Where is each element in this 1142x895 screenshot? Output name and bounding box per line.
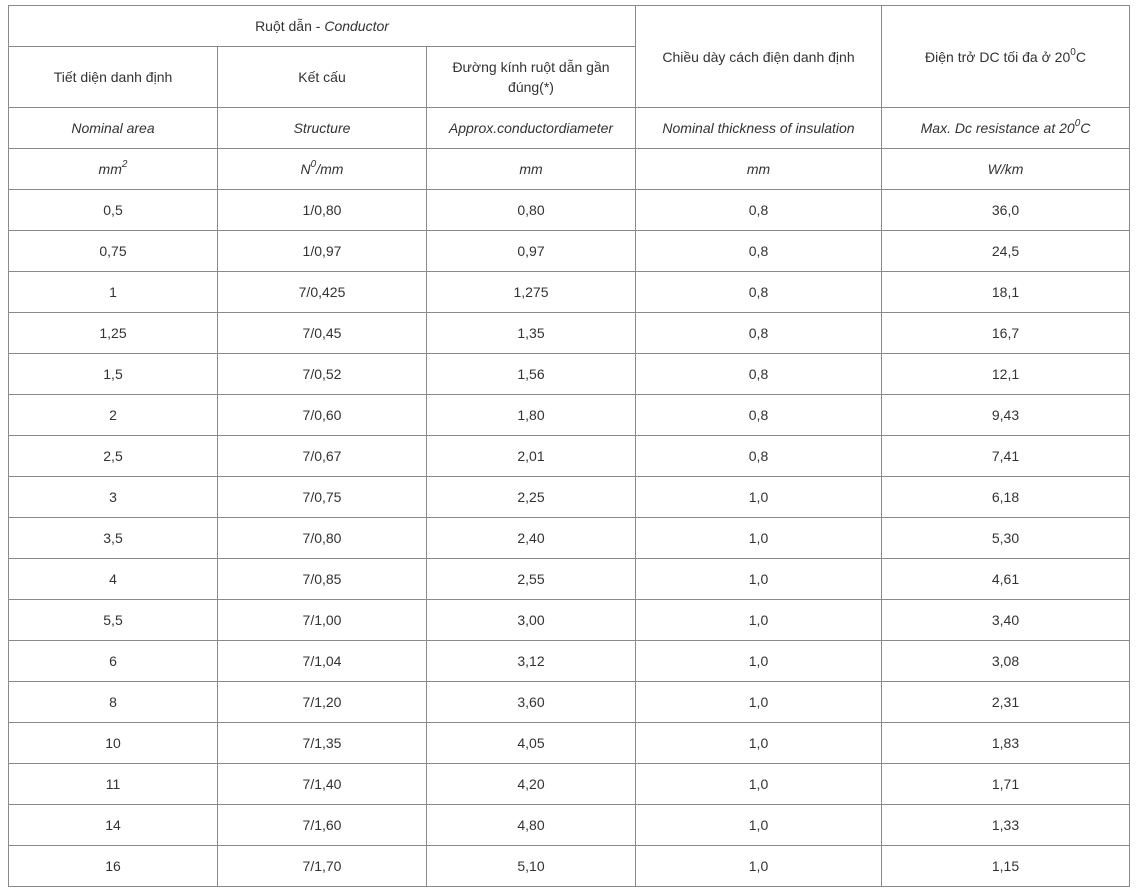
table-row [9, 272, 1130, 313]
table-row [9, 641, 1130, 682]
cell-resistance: 18,1 [882, 272, 1130, 313]
cell-diameter: 4,05 [427, 723, 636, 764]
cell-resistance: 2,31 [882, 682, 1130, 723]
cell-insulation: 1,0 [636, 600, 882, 641]
cell-area: 3,5 [9, 518, 218, 559]
table-row [9, 477, 1130, 518]
conductor-group-en: Conductor [324, 18, 389, 34]
structure-unit [218, 149, 427, 190]
cell-insulation: 1,0 [636, 682, 882, 723]
table-row [9, 682, 1130, 723]
structure-unit-sup: 0 [310, 159, 317, 171]
cell-resistance: 1,71 [882, 764, 1130, 805]
table-row [9, 805, 1130, 846]
cell-area: 16 [9, 846, 218, 887]
cell-diameter: 1,35 [427, 313, 636, 354]
cell-resistance: 1,15 [882, 846, 1130, 887]
area-header-vi: Tiết diện danh định [9, 47, 218, 108]
cell-area: 3 [9, 477, 218, 518]
cell-diameter: 2,01 [427, 436, 636, 477]
cell-resistance: 5,30 [882, 518, 1130, 559]
cell-area: 4 [9, 559, 218, 600]
cell-area: 10 [9, 723, 218, 764]
cell-structure: 7/1,20 [218, 682, 427, 723]
cell-resistance: 3,40 [882, 600, 1130, 641]
conductor-spec-table [8, 5, 1130, 887]
cell-diameter: 0,97 [427, 231, 636, 272]
cell-resistance: 6,18 [882, 477, 1130, 518]
cell-area: 1 [9, 272, 218, 313]
cell-area: 14 [9, 805, 218, 846]
cell-area: 6 [9, 641, 218, 682]
cell-area: 1,5 [9, 354, 218, 395]
table-row [9, 600, 1130, 641]
dc-resistance-suffix: C [1075, 48, 1086, 65]
cell-structure: 7/0,52 [218, 354, 427, 395]
conductor-group-header [9, 6, 636, 47]
cell-structure: 7/1,04 [218, 641, 427, 682]
insulation-header-en: Nominal thickness of insulation [636, 108, 882, 149]
table-row [9, 313, 1130, 354]
cell-insulation: 0,8 [636, 436, 882, 477]
cell-area: 0,5 [9, 190, 218, 231]
cell-structure: 7/1,70 [218, 846, 427, 887]
cell-area: 2 [9, 395, 218, 436]
cell-insulation: 1,0 [636, 518, 882, 559]
dc-resistance-sup: 0 [1070, 46, 1076, 58]
cell-structure: 7/1,35 [218, 723, 427, 764]
cell-diameter: 2,55 [427, 559, 636, 600]
area-unit [9, 149, 218, 190]
table-row [9, 190, 1130, 231]
cell-resistance: 4,61 [882, 559, 1130, 600]
cell-insulation: 0,8 [636, 354, 882, 395]
cell-resistance: 24,5 [882, 231, 1130, 272]
cell-insulation: 1,0 [636, 764, 882, 805]
dc-resistance-text: Điện trở DC tối đa ở 20 [925, 48, 1071, 65]
cell-structure: 7/0,67 [218, 436, 427, 477]
resistance-en-suffix: C [1080, 120, 1091, 136]
cell-diameter: 3,60 [427, 682, 636, 723]
cell-insulation: 1,0 [636, 846, 882, 887]
table-row [9, 723, 1130, 764]
cell-diameter: 2,40 [427, 518, 636, 559]
diameter-header-en: Approx.conductordiameter [427, 108, 636, 149]
cell-structure: 7/1,40 [218, 764, 427, 805]
cell-area: 5,5 [9, 600, 218, 641]
cell-insulation: 1,0 [636, 723, 882, 764]
resistance-en-text: Max. Dc resistance at 20 [920, 120, 1075, 136]
cell-insulation: 0,8 [636, 313, 882, 354]
cell-diameter: 1,275 [427, 272, 636, 313]
table-row [9, 846, 1130, 887]
cell-diameter: 2,25 [427, 477, 636, 518]
cell-resistance: 12,1 [882, 354, 1130, 395]
cell-diameter: 5,10 [427, 846, 636, 887]
cell-insulation: 1,0 [636, 641, 882, 682]
cell-structure: 1/0,80 [218, 190, 427, 231]
cell-insulation: 1,0 [636, 805, 882, 846]
area-unit-sup: 2 [121, 159, 128, 171]
cell-diameter: 0,80 [427, 190, 636, 231]
cell-resistance: 9,43 [882, 395, 1130, 436]
cell-insulation: 0,8 [636, 272, 882, 313]
insulation-unit: mm [636, 149, 882, 190]
cell-resistance: 7,41 [882, 436, 1130, 477]
cell-structure: 7/0,425 [218, 272, 427, 313]
cell-resistance: 36,0 [882, 190, 1130, 231]
cell-resistance: 1,33 [882, 805, 1130, 846]
table-row [9, 436, 1130, 477]
table-row [9, 764, 1130, 805]
cell-diameter: 3,00 [427, 600, 636, 641]
cell-diameter: 1,56 [427, 354, 636, 395]
conductor-group-vi: Ruột dẫn - [255, 18, 325, 34]
cell-resistance: 16,7 [882, 313, 1130, 354]
cell-area: 0,75 [9, 231, 218, 272]
structure-header-vi: Kết cấu [218, 47, 427, 108]
cell-structure: 7/0,60 [218, 395, 427, 436]
table-row [9, 518, 1130, 559]
resistance-en-sup: 0 [1074, 118, 1081, 130]
header-row-english [9, 108, 1130, 149]
cell-diameter: 1,80 [427, 395, 636, 436]
cell-area: 1,25 [9, 313, 218, 354]
cell-structure: 7/0,75 [218, 477, 427, 518]
table-row [9, 231, 1130, 272]
cell-structure: 7/0,80 [218, 518, 427, 559]
cell-insulation: 0,8 [636, 231, 882, 272]
table-row [9, 395, 1130, 436]
cell-insulation: 1,0 [636, 559, 882, 600]
cell-insulation: 0,8 [636, 190, 882, 231]
cell-structure: 7/0,85 [218, 559, 427, 600]
header-row-1 [9, 6, 1130, 47]
cell-area: 11 [9, 764, 218, 805]
resistance-unit: W/km [882, 149, 1130, 190]
diameter-header-vi: Đường kính ruột dẫn gần đúng(*) [427, 47, 636, 108]
cell-insulation: 0,8 [636, 395, 882, 436]
cell-structure: 7/0,45 [218, 313, 427, 354]
structure-header-en: Structure [218, 108, 427, 149]
structure-unit-suffix: /mm [316, 161, 344, 177]
insulation-thickness-header: Chiều dày cách điện danh định [636, 6, 882, 108]
cell-resistance: 1,83 [882, 723, 1130, 764]
cell-area: 2,5 [9, 436, 218, 477]
area-header-en: Nominal area [9, 108, 218, 149]
resistance-header-en [882, 108, 1130, 149]
cell-structure: 1/0,97 [218, 231, 427, 272]
table-row [9, 559, 1130, 600]
area-unit-text: mm [98, 161, 122, 177]
cell-area: 8 [9, 682, 218, 723]
structure-unit-text: N [300, 161, 311, 177]
table-row [9, 354, 1130, 395]
cell-diameter: 3,12 [427, 641, 636, 682]
cell-structure: 7/1,60 [218, 805, 427, 846]
cell-resistance: 3,08 [882, 641, 1130, 682]
cell-structure: 7/1,00 [218, 600, 427, 641]
diameter-unit: mm [427, 149, 636, 190]
cell-diameter: 4,20 [427, 764, 636, 805]
header-row-units [9, 149, 1130, 190]
dc-resistance-header [882, 6, 1130, 108]
cell-insulation: 1,0 [636, 477, 882, 518]
cell-diameter: 4,80 [427, 805, 636, 846]
